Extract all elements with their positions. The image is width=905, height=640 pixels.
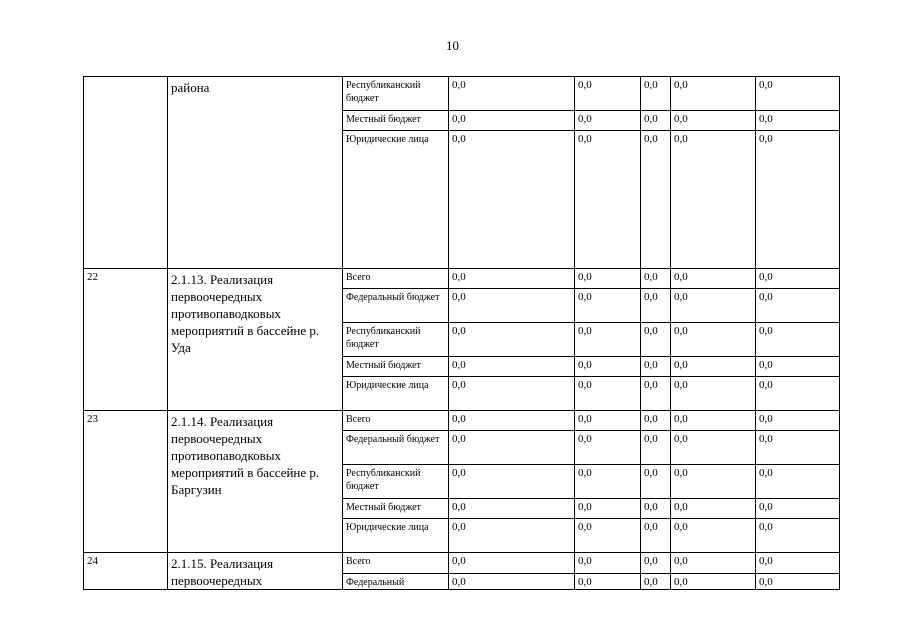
value-cell: 0,0 [449,573,575,589]
value-cell: 0,0 [641,553,671,574]
value-cell: 0,0 [641,357,671,377]
value-cell: 0,0 [641,323,671,357]
measure-title: 2.1.13. Реализация первоочередных противопаводковых мероприятий в бассейне р. Уда [168,269,343,411]
value-cell: 0,0 [756,553,840,574]
value-cell: 0,0 [671,431,756,465]
value-cell: 0,0 [449,269,575,289]
budget-table [83,76,840,590]
measure-title: 2.1.15. Реализация первоочередных [168,553,343,590]
value-cell: 0,0 [756,465,840,499]
table-body [84,77,840,590]
funding-source: Федеральный бюджет [343,431,449,465]
funding-source: Республиканский бюджет [343,465,449,499]
funding-source: Всего [343,269,449,289]
value-cell: 0,0 [641,289,671,323]
value-cell: 0,0 [575,411,641,431]
funding-source: Местный бюджет [343,499,449,519]
value-cell: 0,0 [575,111,641,131]
value-cell: 0,0 [671,111,756,131]
value-cell: 0,0 [671,573,756,589]
value-cell: 0,0 [449,357,575,377]
table-row [84,553,840,574]
value-cell: 0,0 [575,289,641,323]
funding-source: Юридические лица [343,519,449,553]
value-cell: 0,0 [756,411,840,431]
value-cell: 0,0 [641,519,671,553]
value-cell: 0,0 [671,465,756,499]
table-row [84,77,840,111]
value-cell: 0,0 [756,111,840,131]
value-cell: 0,0 [641,465,671,499]
value-cell: 0,0 [449,77,575,111]
value-cell: 0,0 [756,357,840,377]
funding-source: Республиканский бюджет [343,323,449,357]
table-row [84,411,840,431]
value-cell: 0,0 [641,111,671,131]
value-cell: 0,0 [575,519,641,553]
value-cell: 0,0 [575,573,641,589]
funding-source: Юридические лица [343,131,449,269]
value-cell: 0,0 [641,499,671,519]
value-cell: 0,0 [449,377,575,411]
value-cell: 0,0 [449,111,575,131]
value-cell: 0,0 [449,553,575,574]
page-number: 10 [446,38,459,53]
measure-title: района [168,77,343,269]
value-cell: 0,0 [641,269,671,289]
value-cell: 0,0 [756,573,840,589]
value-cell: 0,0 [756,499,840,519]
value-cell: 0,0 [575,377,641,411]
value-cell: 0,0 [641,573,671,589]
value-cell: 0,0 [671,377,756,411]
value-cell: 0,0 [641,411,671,431]
value-cell: 0,0 [641,77,671,111]
value-cell: 0,0 [671,323,756,357]
value-cell: 0,0 [756,377,840,411]
value-cell: 0,0 [756,431,840,465]
value-cell: 0,0 [575,77,641,111]
value-cell: 0,0 [449,519,575,553]
value-cell: 0,0 [575,431,641,465]
value-cell: 0,0 [756,269,840,289]
value-cell: 0,0 [641,131,671,269]
value-cell: 0,0 [671,289,756,323]
value-cell: 0,0 [756,519,840,553]
value-cell: 0,0 [449,131,575,269]
funding-source: Республиканский бюджет [343,77,449,111]
funding-source: Всего [343,411,449,431]
value-cell: 0,0 [449,499,575,519]
row-number: 24 [84,553,168,590]
value-cell: 0,0 [449,465,575,499]
value-cell: 0,0 [671,77,756,111]
row-number [84,77,168,269]
measure-title: 2.1.14. Реализация первоочередных противопаводковых мероприятий в бассейне р. Баргузин [168,411,343,553]
value-cell: 0,0 [449,411,575,431]
table-row [84,269,840,289]
funding-source: Федеральный [343,573,449,589]
funding-source: Федеральный бюджет [343,289,449,323]
value-cell: 0,0 [575,357,641,377]
value-cell: 0,0 [575,465,641,499]
funding-source: Всего [343,553,449,574]
value-cell: 0,0 [449,431,575,465]
funding-source: Местный бюджет [343,111,449,131]
row-number: 22 [84,269,168,411]
value-cell: 0,0 [575,131,641,269]
value-cell: 0,0 [756,77,840,111]
value-cell: 0,0 [575,553,641,574]
value-cell: 0,0 [575,499,641,519]
value-cell: 0,0 [575,323,641,357]
value-cell: 0,0 [671,131,756,269]
value-cell: 0,0 [575,269,641,289]
funding-source: Юридические лица [343,377,449,411]
value-cell: 0,0 [641,377,671,411]
value-cell: 0,0 [671,411,756,431]
value-cell: 0,0 [671,553,756,574]
value-cell: 0,0 [671,357,756,377]
value-cell: 0,0 [449,323,575,357]
value-cell: 0,0 [756,289,840,323]
funding-source: Местный бюджет [343,357,449,377]
value-cell: 0,0 [756,131,840,269]
row-number: 23 [84,411,168,553]
value-cell: 0,0 [671,499,756,519]
value-cell: 0,0 [671,519,756,553]
value-cell: 0,0 [671,269,756,289]
value-cell: 0,0 [756,323,840,357]
value-cell: 0,0 [449,289,575,323]
value-cell: 0,0 [641,431,671,465]
